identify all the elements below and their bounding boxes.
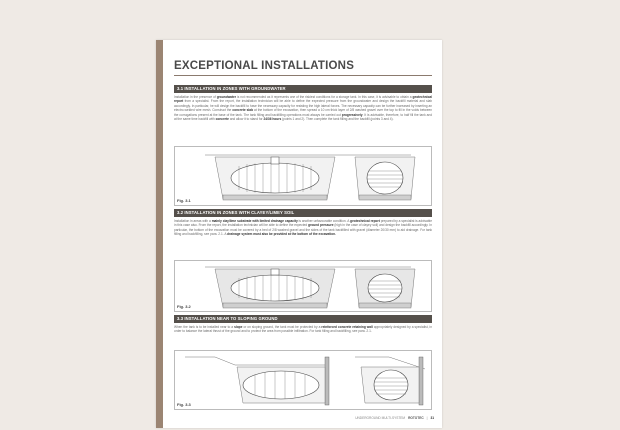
figure-3-1 — [174, 146, 432, 206]
footer-caption: UNDERGROUND MULTI-SYSTEM — [355, 416, 406, 420]
figure-3-3-drawing — [175, 351, 441, 411]
section-text-3-2: Installation in areas with a mainly clay/lime substrate with limited drainage capacity is another unfavourable condition. A geotechnical report prepared by a specialist is advisable in this case also. From the report, the installation technician will be able to define the expected ground pressure (high in the case of clayey soil) and design the backfill accordingly. In particular, the bottom of the excavation must be covered by a bed of 2/8 washed gravel and the sides of the tank backfilled with gravel (diameter 20/30 mm) to aid drainage. For tank filling and backfilling, see para. 2.1. A drainage system must also be provided at the bottom of the excavation. — [174, 219, 433, 237]
figure-label-3-1: Fig. 3.1 — [177, 198, 191, 203]
page-number: 31 — [430, 416, 434, 420]
figure-3-2-drawing — [175, 261, 441, 313]
figure-3-2 — [174, 260, 432, 312]
section-text-3-3: When the tank is to be installed near to a slope or on sloping ground, the tank must be protected by a reinforced concrete retaining wall appropriately designed by a specialist, in order to balance the lateral thrust of the ground and to protect the area from possible infiltration. For tank filling and backfilling, see para. 2.1. — [174, 325, 432, 334]
footer-brand: ROTOTEC — [408, 416, 424, 420]
section-text-3-1: Installation in the presence of groundwater is not recommended as it represents one of the riskiest conditions for a storage tank. In this case, it is advisable to obtain a geotechnical report from a specialist. From the report, the installation technician will be able to define the expected pressure from the groundwater and design the backfill material and slab accordingly. In particular, he will design the backfill to have the necessary capacity for resisting the high lateral forces. The necessary capacity can be further increased by inserting an electro-welded wire mesh. Construct the concrete slab at the bottom of the excavation, then spread a 10 cm thick layer of 2/8 washed gravel over the top to fill in the voids between the corrugations present at the base of the tank. The tank filling and backfilling operations must always be carried out progressively. It is advisable, therefore, to half fill the tank and at the same time backfill with concrete and allow it to stand for 24/36 hours (points 1 and 2). Then complete the tank filling and the backfill (points 3 and 4). — [174, 95, 433, 122]
section-heading-3-3: 3.3 INSTALLATION NEAR TO SLOPING GROUND — [174, 315, 432, 323]
figure-label-3-2: Fig. 3.2 — [177, 304, 191, 309]
page-footer: UNDERGROUND MULTI-SYSTEM ROTOTEC | 31 — [355, 416, 434, 420]
figure-3-1-drawing — [175, 147, 441, 207]
figure-3-3 — [174, 350, 432, 410]
section-heading-3-2: 3.2 INSTALLATION IN ZONES WITH CLAYEY/LIMEY SOIL — [174, 209, 432, 217]
title-divider — [174, 75, 432, 76]
figure-label-3-3: Fig. 3.3 — [177, 402, 191, 407]
page-sidebar-band — [156, 40, 163, 428]
document-page — [156, 40, 442, 428]
section-heading-3-1: 3.1 INSTALLATION IN ZONES WITH GROUNDWATER — [174, 85, 432, 93]
page-title: EXCEPTIONAL INSTALLATIONS — [174, 60, 355, 72]
